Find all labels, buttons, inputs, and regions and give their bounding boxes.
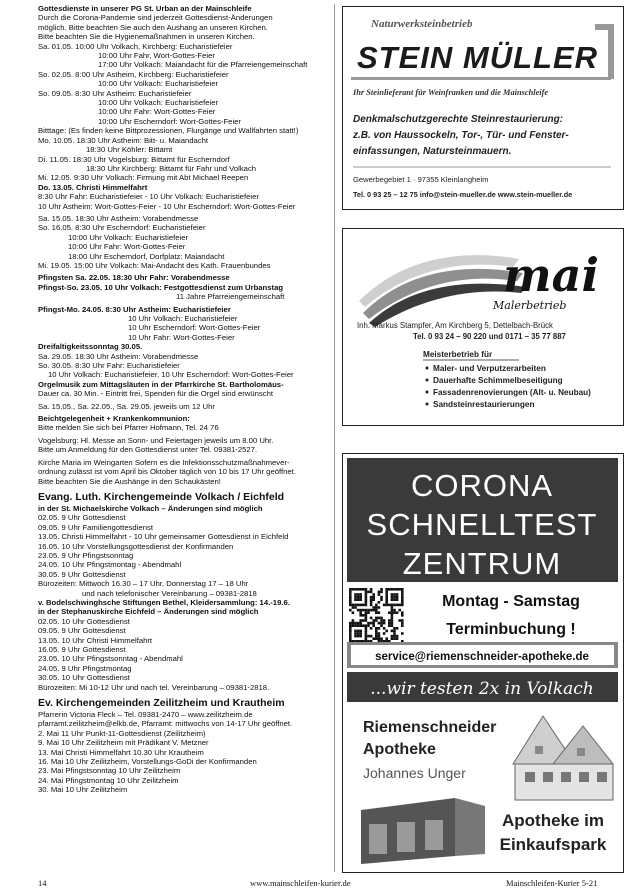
text-line: 17:00 Uhr Volkach: Maiandacht für die Pfarreiengemeinschaft [98, 60, 308, 70]
stein-address: Gewerbegebiet 1 · 97355 Kleinlangheim [353, 175, 489, 184]
ad-mai-malerbetrieb [342, 228, 624, 426]
text-line: 9. Mai 10 Uhr Zeilitzheim mit Prädikant V. Metzner [38, 738, 209, 748]
church-services-column [38, 4, 328, 795]
text-line: Sa. 29.05. 18:30 Uhr Astheim: Vorabendmesse [38, 351, 199, 361]
text-line: 10:00 Uhr Fahr: Wort-Gottes-Feier [98, 107, 216, 117]
text-line: 02.05. 9 Uhr Gottesdienst [38, 513, 126, 523]
text-line: 10 Uhr Volkach: Eucharistiefeier [128, 314, 238, 323]
text-line: 18:00 Uhr Escherndorf, Dorfplatz: Maiandacht [68, 251, 225, 261]
text-line: 02.05. 10 Uhr Gottesdienst [38, 616, 130, 626]
stein-logo: STEIN MÜLLER [357, 40, 599, 75]
text-line: Di. 11.05. 18:30 Uhr Vogelsburg: Bittamt für Escherndorf [38, 154, 230, 164]
text-line: in der St. Michaelskirche Volkach – Änderungen sind möglich [38, 503, 263, 513]
stein-desc-2: z.B. von Haussockeln, Tor-, Tür- und Fenster- [353, 130, 569, 141]
mai-heading: Meisterbetrieb für [423, 350, 493, 359]
mai-logo-sub: Malerbetrieb [493, 299, 567, 312]
text-line: 13. Mai Christi Himmelfahrt 10.30 Uhr Krautheim [38, 747, 204, 757]
text-line: 8:30 Uhr Fahr: Eucharistiefeier - 10 Uhr Volkach: Eucharistiefeier [38, 192, 259, 202]
text-line: möglich. Bitte beachten Sie auch den Aushang an unseren Kirchen. [38, 22, 268, 32]
text-line: 24.05. 9 Uhr Pfingstmontag [38, 663, 132, 673]
text-line: 10 Uhr Volkach: Eucharistiefeier, 10 Uhr Escherndorf: Wort-Gottes-Feier [48, 370, 294, 380]
text-line: 10 Uhr Fahr: Wort-Gottes-Feier [128, 332, 235, 342]
qr-code-icon [349, 588, 404, 643]
text-line: Pfingst-So. 23.05. 10 Uhr Volkach: Festgottesdienst zum Urbanstag [38, 282, 284, 292]
text-line: Bürozeiten: Mi 10-12 Uhr und nach tel. Vereinbarung – 09381-2818. [38, 682, 270, 692]
mai-owner: Inh. Markus Stampfer, Am Kirchberg 5, Dettelbach-Brück [357, 321, 553, 330]
text-line: Pfingst-Mo. 24.05. 8:30 Uhr Astheim: Eucharistiefeier [38, 304, 231, 314]
mai-item-2: Dauerhafte Schimmelbeseitigung [433, 376, 563, 385]
text-line: Kirche Maria im Weingarten Sofern es die Infektionsschutzmaßnahmever- [38, 457, 290, 467]
ad-corona-test-center [342, 453, 624, 873]
text-line: Bitte beachten Sie die Hygienemaßnahmen in unseren Kirchen. [38, 32, 255, 42]
text-line: Gottesdienste in unserer PG St. Urban an der Mainschleife [38, 4, 252, 13]
ad-corona-graphic [343, 454, 622, 871]
text-line: Durch die Corona-Pandemie sind jederzeit Gottesdienst-Änderungen [38, 13, 273, 23]
stein-tagline: Naturwerksteinbetrieb [371, 18, 473, 30]
text-line: So. 30.05. 8:30 Uhr Fahr: Eucharistiefeier [38, 361, 180, 371]
ad-mai-graphic [343, 229, 622, 424]
pharmacy-name-2: Apotheke [363, 741, 436, 758]
text-line: 18:30 Uhr Köhler: Bittamt [86, 145, 173, 155]
section-heading: Ev. Kirchengemeinden Zeilitzheim und Krautheim [38, 697, 285, 710]
location-line-2: Einkaufspark [499, 835, 607, 854]
stein-desc-1: Denkmalschutzgerechte Steinrestaurierung: [353, 114, 564, 125]
text-line: ordnung zulässt ist vom April bis Oktober täglich von 10 bis 17 Uhr geöffnet. [38, 467, 296, 477]
page-number: 14 [38, 878, 47, 888]
ad-stein-mueller-graphic [343, 7, 622, 208]
text-line: Sa. 01.05. 10:00 Uhr Volkach, Kirchberg: Eucharistiefeier [38, 41, 233, 51]
pharmacy-building-icon [513, 716, 613, 800]
pharmacy-owner: Johannes Unger [363, 765, 466, 781]
text-line: Mo. 10.05. 18:30 Uhr Astheim: Bitt- u. Maiandacht [38, 135, 209, 145]
text-line: 24. Mai Pfingstmontag 10 Uhr Zeilitzheim [38, 775, 179, 785]
building-icon [361, 798, 485, 864]
text-line: 23.05. 10 Uhr Pfingstsonntag - Abendmahl [38, 654, 183, 664]
text-line: 30.05. 10 Uhr Gottesdienst [38, 673, 130, 683]
stein-subtitle: Ihr Steinlieferant für Weinfranken und die Mainschleife [353, 88, 549, 97]
text-line: Bürozeiten: Mittwoch 16.30 – 17 Uhr, Donnerstag 17 – 18 Uhr [38, 579, 249, 589]
text-line: 10 Uhr Astheim: Wort-Gottes-Feier - 10 Uhr Escherndorf: Wort-Gottes-Feier [38, 201, 296, 211]
text-line: 16. Mai 10 Uhr Zeilitzheim, Vorstellungs-GoDi der Konfirmanden [38, 757, 257, 767]
text-line: Sa. 15.05. 18:30 Uhr Astheim: Vorabendmesse [38, 213, 199, 223]
text-line: Pfarrerin Victoria Fleck – Tel. 09381-2470 – www.zeilitzheim.de [38, 710, 253, 720]
text-line: 13.05. 10 Uhr Christi Himmelfahrt [38, 635, 153, 645]
text-line: 16.05. 9 Uhr Gottesdienst [38, 645, 126, 654]
text-line: 23. Mai Pfingstsonntag 10 Uhr Zeilitzheim [38, 766, 181, 776]
text-line: 23.05. 9 Uhr Pfingstsonntag [38, 550, 134, 560]
footer-url: www.mainschleifen-kurier.de [250, 878, 351, 888]
text-line: 10 Uhr Escherndorf: Wort-Gottes-Feier [128, 323, 261, 333]
text-line: 10:00 Uhr Volkach: Eucharistiefeier [98, 98, 219, 108]
text-line: Bitte beachten Sie die Aushänge in den Schaukästen! [38, 476, 221, 486]
stein-contact: Tel. 0 93 25 – 12 75 info@stein-mueller.de www.stein-mueller.de [353, 190, 573, 199]
text-line: v. Bodelschwinghsche Stiftungen Bethel, Kleidersammlung: 14.-19.6. [38, 597, 290, 607]
corona-slogan: ...wir testen 2x in Volkach [370, 679, 594, 699]
text-line: Pfingsten Sa. 22.05. 18:30 Uhr Fahr: Vorabendmesse [38, 273, 230, 283]
corona-line-1: CORONA [410, 468, 554, 503]
corona-email: service@riemenschneider-apotheke.de [375, 651, 589, 663]
text-line: Bitte melden Sie sich bei Pfarrer Hofmann, Tel. 24 76 [38, 423, 219, 433]
text-line: 2. Mai 11 Uhr Punkt-11-Gottesdienst (Zeilitzheim) [38, 728, 206, 738]
text-line: 10:00 Uhr Escherndorf: Wort-Gottes-Feier [98, 116, 241, 126]
text-line: So. 09.05. 8:30 Uhr Astheim: Eucharistiefeier [38, 88, 192, 98]
mai-logo: mai [503, 248, 599, 302]
text-line: Mi. 19.05. 15:00 Uhr Volkach: Mai-Andacht des Kath. Frauenbundes [38, 260, 271, 270]
text-line: 24.05. 10 Uhr Pfingstmontag - Abendmahl [38, 560, 182, 570]
text-line: Dauer ca. 30 Min. - Eintritt frei, Spenden für die Orgel sind erwünscht [38, 389, 274, 399]
text-line: Sa. 15.05., Sa. 22.05., Sa. 29.05. jeweils um 12 Uhr [38, 401, 215, 411]
text-line: 13.05. Christi Himmelfahrt - 10 Uhr gemeinsamer Gottesdienst in Eichfeld [38, 532, 289, 542]
text-line: So. 16.05. 8:30 Uhr Escherndorf: Eucharistiefeier [38, 223, 206, 233]
corona-line-3: ZENTRUM [402, 546, 562, 581]
text-line: 30. Mai 10 Uhr Zeilitzheim [38, 785, 128, 795]
text-line: 09.05. 9 Uhr Familiengottesdienst [38, 522, 153, 532]
ad-stein-mueller [342, 6, 624, 210]
text-line: Dreifaltigkeitssonntag 30.05. [38, 342, 143, 352]
text-line: und nach telefonischer Vereinbarung – 09381-2818 [82, 588, 257, 598]
text-line: 30.05. 9 Uhr Gottesdienst [38, 569, 126, 579]
text-line: in der Stephanuskirche Eichfeld – Änderungen sind möglich [38, 607, 259, 617]
section-heading: Evang. Luth. Kirchengemeinde Volkach / Eichfeld [38, 490, 285, 503]
pharmacy-name-1: Riemenschneider [363, 719, 497, 736]
corona-booking: Terminbuchung ! [446, 621, 576, 638]
mai-phone: Tel. 0 93 24 – 90 220 und 0171 – 35 77 887 [413, 332, 566, 341]
text-line: Beichtgelegenheit + Krankenkommunion: [38, 414, 190, 424]
text-line: 10:00 Uhr Volkach: Eucharistiefeier [98, 79, 219, 89]
text-line: Orgelmusik zum Mittagsläuten in der Pfarrkirche St. Bartholomäus- [38, 379, 284, 389]
footer-issue: Mainschleifen-Kurier 5-21 [506, 878, 598, 888]
text-line: pfarramt.zeilitzheim@elkb.de, Pfarramt: mittwochs von 14-17 Uhr geöffnet. [38, 719, 293, 729]
corona-line-2: SCHNELLTEST [366, 507, 598, 542]
text-line: 10:00 Uhr Fahr, Wort-Gottes-Feier [98, 51, 215, 61]
location-line-1: Apotheke im [501, 811, 605, 830]
text-line: 11 Jahre Pfarreiengemeinschaft [176, 292, 285, 302]
text-line: 18:30 Uhr Kirchberg: Bittamt für Fahr und Volkach [86, 163, 257, 173]
text-line: Do. 13.05. Christi Himmelfahrt [38, 182, 148, 192]
text-line: 10:00 Uhr Fahr: Wort-Gottes-Feier [68, 242, 186, 252]
corona-days: Montag - Samstag [442, 593, 580, 610]
column-divider [334, 4, 335, 872]
text-line: Bitttage: (Es finden keine Bittprozessionen, Flurgänge und Wallfahrten statt!) [38, 126, 299, 136]
mai-item-3: Fassadenrenovierungen (Alt- u. Neubau) [433, 388, 591, 397]
stein-desc-3: einfassungen, Natursteinmauern. [353, 146, 512, 157]
text-line: Mi. 12.05. 9:30 Uhr Volkach: Firmung mit Abt Michael Reepen [38, 173, 249, 183]
text-line: 09.05. 9 Uhr Gottesdienst [38, 626, 126, 636]
text-line: 16.05. 10 Uhr Vorstellungsgottesdienst der Konfirmanden [38, 541, 234, 551]
text-line: 10:00 Uhr Volkach: Eucharistiefeier [68, 232, 189, 242]
text-line: So. 02.05. 8:00 Uhr Astheim, Kirchberg: Eucharistiefeier [38, 69, 229, 79]
mai-item-4: Sandsteinrestaurierungen [433, 400, 535, 409]
text-line: Vogelsburg: Hl. Messe an Sonn- und Feiertagen jeweils um 8.00 Uhr. [38, 435, 274, 445]
mai-item-1: Maler- und Verputzerarbeiten [433, 364, 546, 373]
text-line: Bitte um Anmeldung für den Gottesdienst unter Tel. 09381-2527. [38, 445, 258, 455]
